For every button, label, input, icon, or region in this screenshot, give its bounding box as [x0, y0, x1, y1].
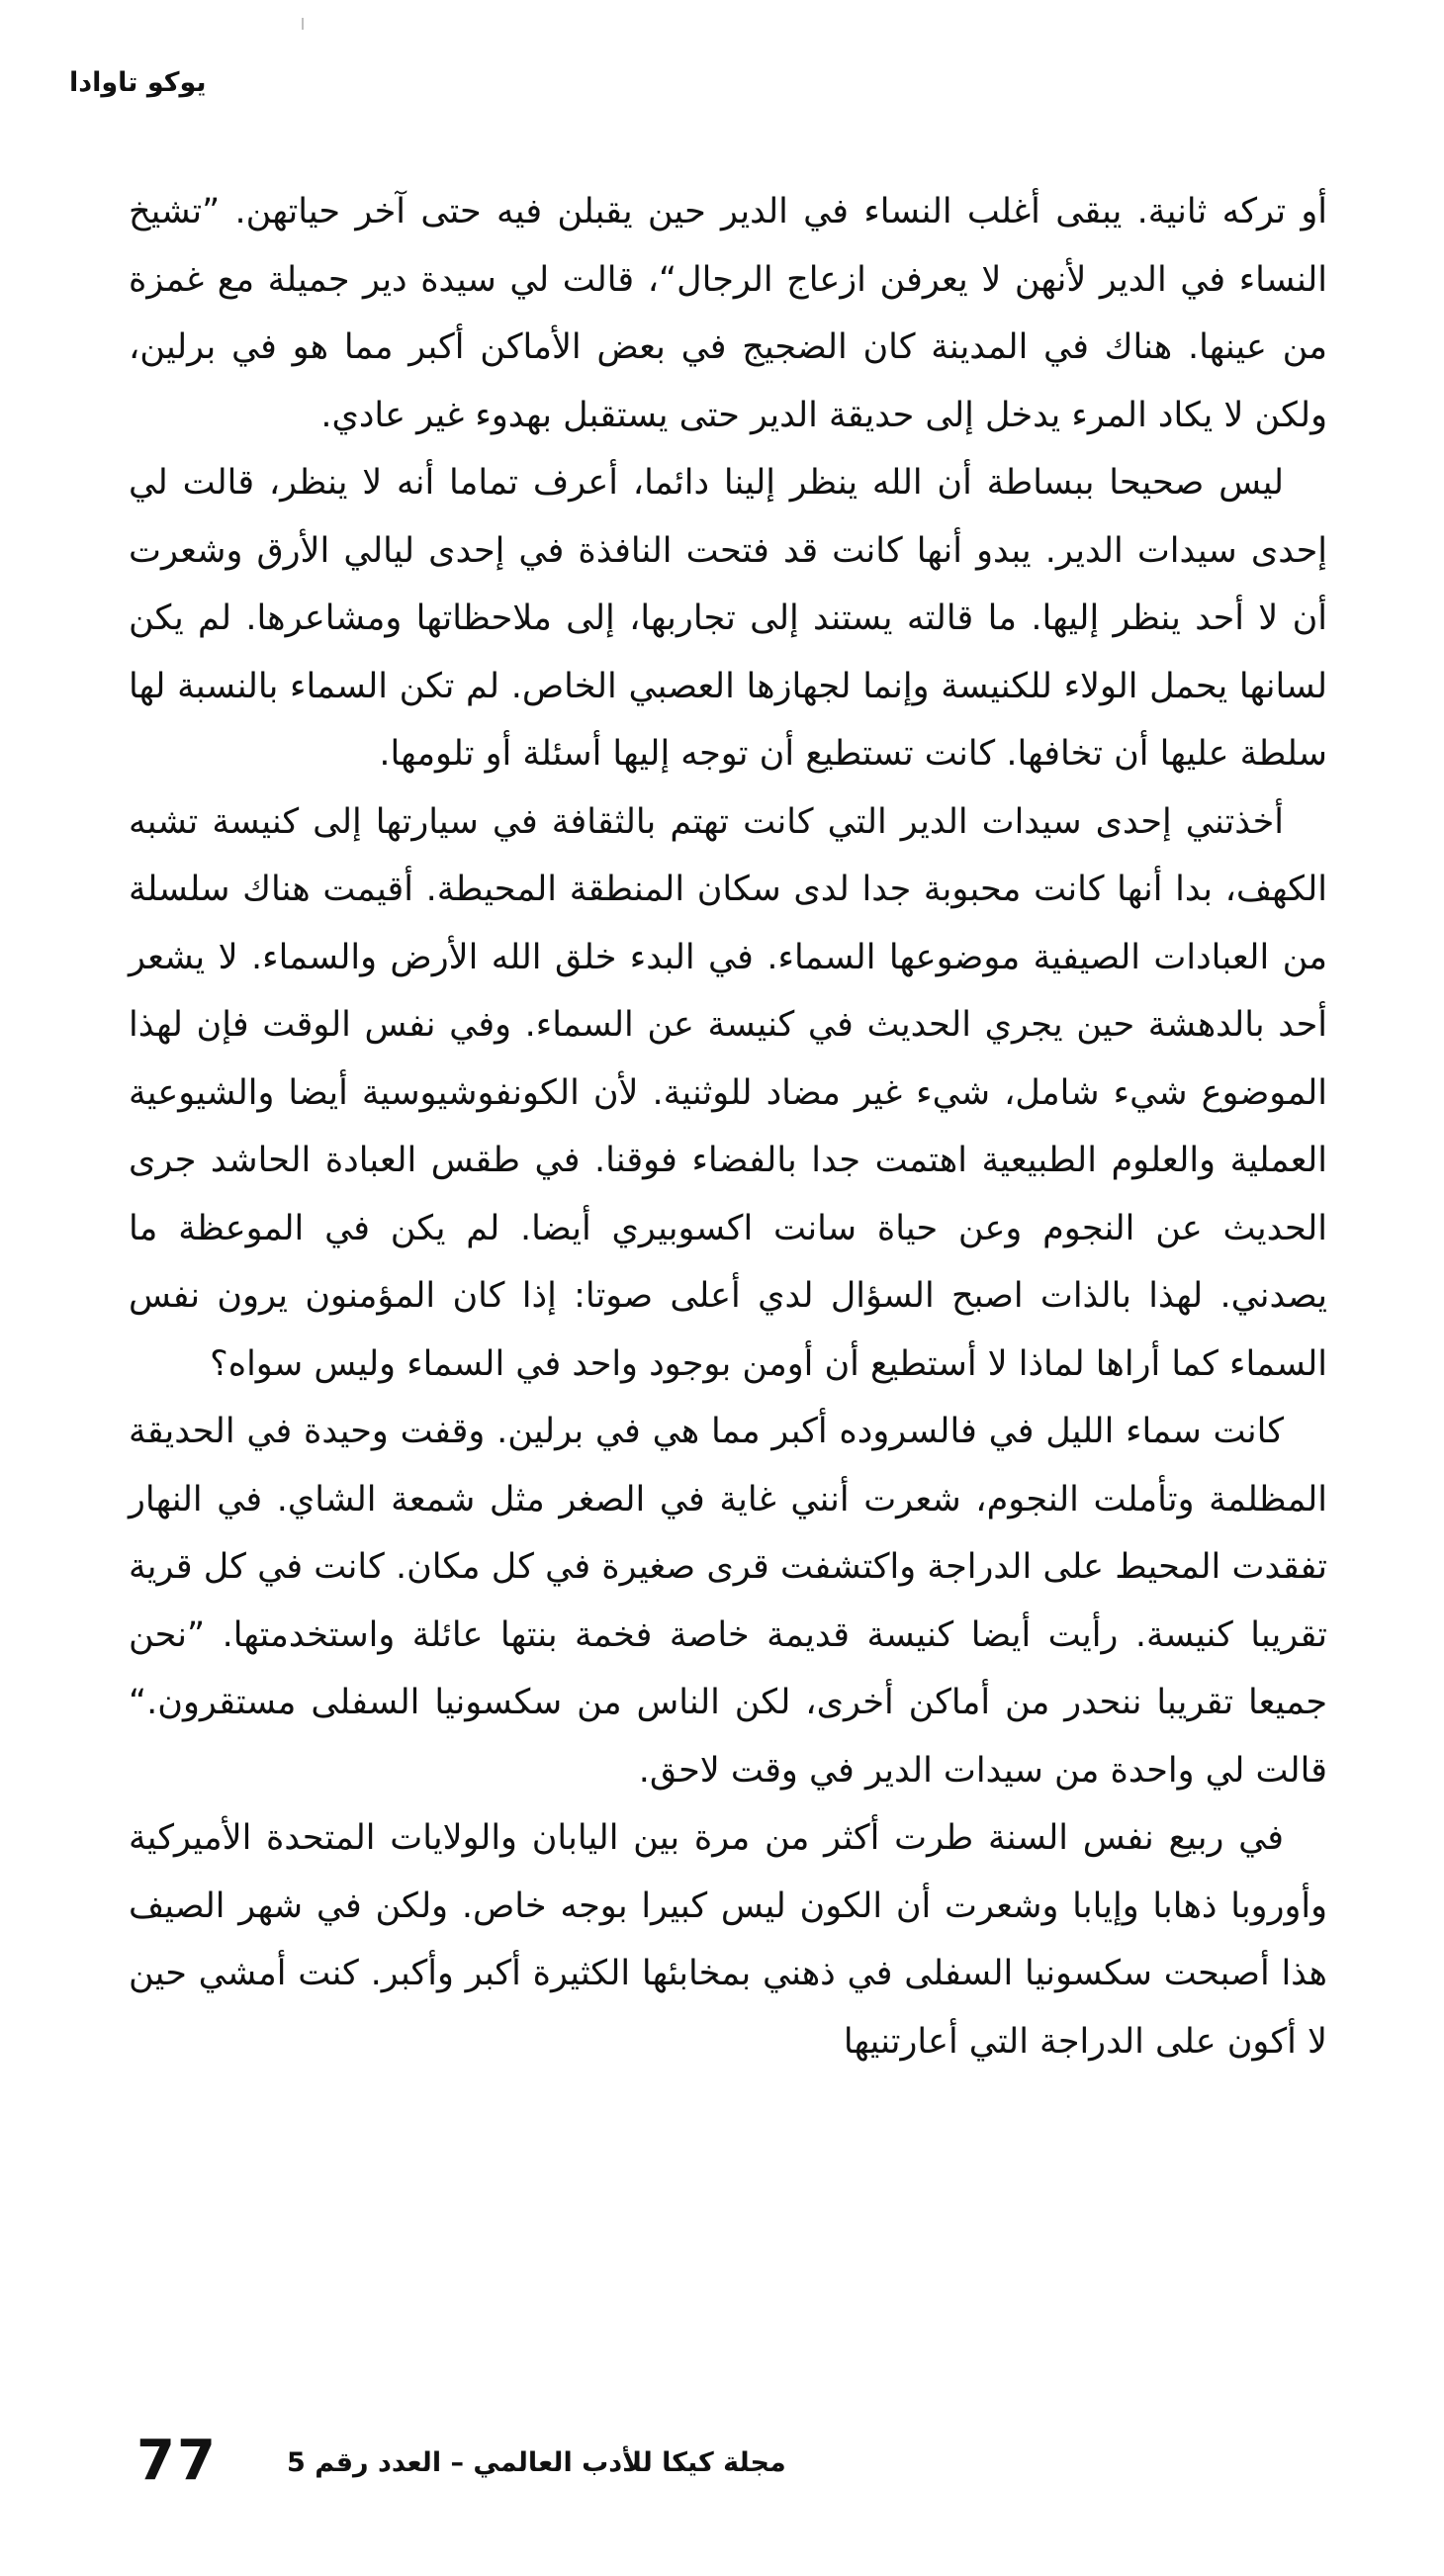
paragraph-3: أخذتني إحدى سيدات الدير التي كانت تهتم بالثقافة في سيارتها إلى كنيسة تشبه الكهف، بدا أنها كانت محبوبة جدا لدى سكان المنطقة المحيطة. أقيمت هناك سلسلة من العبادات الصيفية موضوعها السماء. في البدء خلق الله الأرض والسماء. لا يشعر أحد بالدهشة حين يجري الحديث في كنيسة عن السماء. وفي نفس الوقت فإن لهذا الموضوع شيء شامل، شيء غير مضاد للوثنية. لأن الكونفوشيوسية أيضا والشيوعية العملية والعلوم الطبيعية اهتمت جدا بالفضاء فوقنا. في طقس العبادة الحاشد جرى الحديث عن النجوم وعن حياة سانت اكسوبيري أيضا. لم يكن في الموعظة ما يصدني. لهذا بالذات اصبح السؤال لدي أعلى صوتا: إذا كان المؤمنون يرون نفس السماء كما أراها لماذا لا أستطيع أن أومن بوجود واحد في السماء وليس سواه؟ [129, 801, 1327, 1384]
paragraph-5: في ربيع نفس السنة طرت أكثر من مرة بين اليابان والولايات المتحدة الأميركية وأوروبا ذهابا وإيابا وشعرت أن الكون ليس كبيرا بوجه خاص. ولكن في شهر الصيف هذا أصبحت سكسونيا السفلى في ذهني بمخابئها الكثيرة أكبر وأكبر. كنت أمشي حين لا أكون على الدراجة التي أعارتنيها [129, 1818, 1327, 2062]
article-body [129, 178, 1327, 2075]
paragraph-2: ليس صحيحا ببساطة أن الله ينظر إلينا دائما، أعرف تماما أنه لا ينظر، قالت لي إحدى سيدات الدير. يبدو أنها كانت قد فتحت النافذة في إحدى ليالي الأرق وشعرت أن لا أحد ينظر إليها. ما قالته يستند إلى تجاربها، إلى ملاحظاتها ومشاعرها. لم يكن لسانها يحمل الولاء للكنيسة وإنما لجهازها العصبي الخاص. لم تكن السماء بالنسبة لها سلطة عليها أن تخافها. كانت تستطيع أن توجه إليها أسئلة أو تلومها. [129, 463, 1327, 774]
page-number: 77 [136, 2429, 218, 2493]
page-edge-mark [302, 18, 304, 30]
paragraph-4: كانت سماء الليل في فالسروده أكبر مما هي في برلين. وقفت وحيدة في الحديقة المظلمة وتأملت النجوم، شعرت أنني غاية في الصغر مثل شمعة الشاي. في النهار تفقدت المحيط على الدراجة واكتشفت قرى صغيرة في كل مكان. كانت في كل قرية تقريبا كنيسة. رأيت أيضا كنيسة قديمة خاصة فخمة بنتها عائلة واستخدمتها. ”نحن جميعا تقريبا ننحدر من أماكن أخرى، لكن الناس من سكسونيا السفلى مستقرون.“ قالت لي واحدة من سيدات الدير في وقت لاحق. [129, 1412, 1327, 1791]
running-header-author: يوكو تاوادا [69, 67, 207, 98]
paragraph-1: أو تركه ثانية. يبقى أغلب النساء في الدير حين يقبلن فيه حتى آخر حياتهن. ”تشيخ النساء في الدير لأنهن لا يعرفن ازعاج الرجال“، قالت لي سيدة دير جميلة مع غمزة من عينها. هناك في المدينة كان الضجيج في بعض الأماكن أكبر مما هو في برلين، ولكن لا يكاد المرء يدخل إلى حديقة الدير حتى يستقبل بهدوء غير عادي. [129, 192, 1327, 435]
page-footer [136, 2422, 829, 2501]
journal-title: مجلة كيكا للأدب العالمي – العدد رقم 5 [287, 2447, 786, 2478]
